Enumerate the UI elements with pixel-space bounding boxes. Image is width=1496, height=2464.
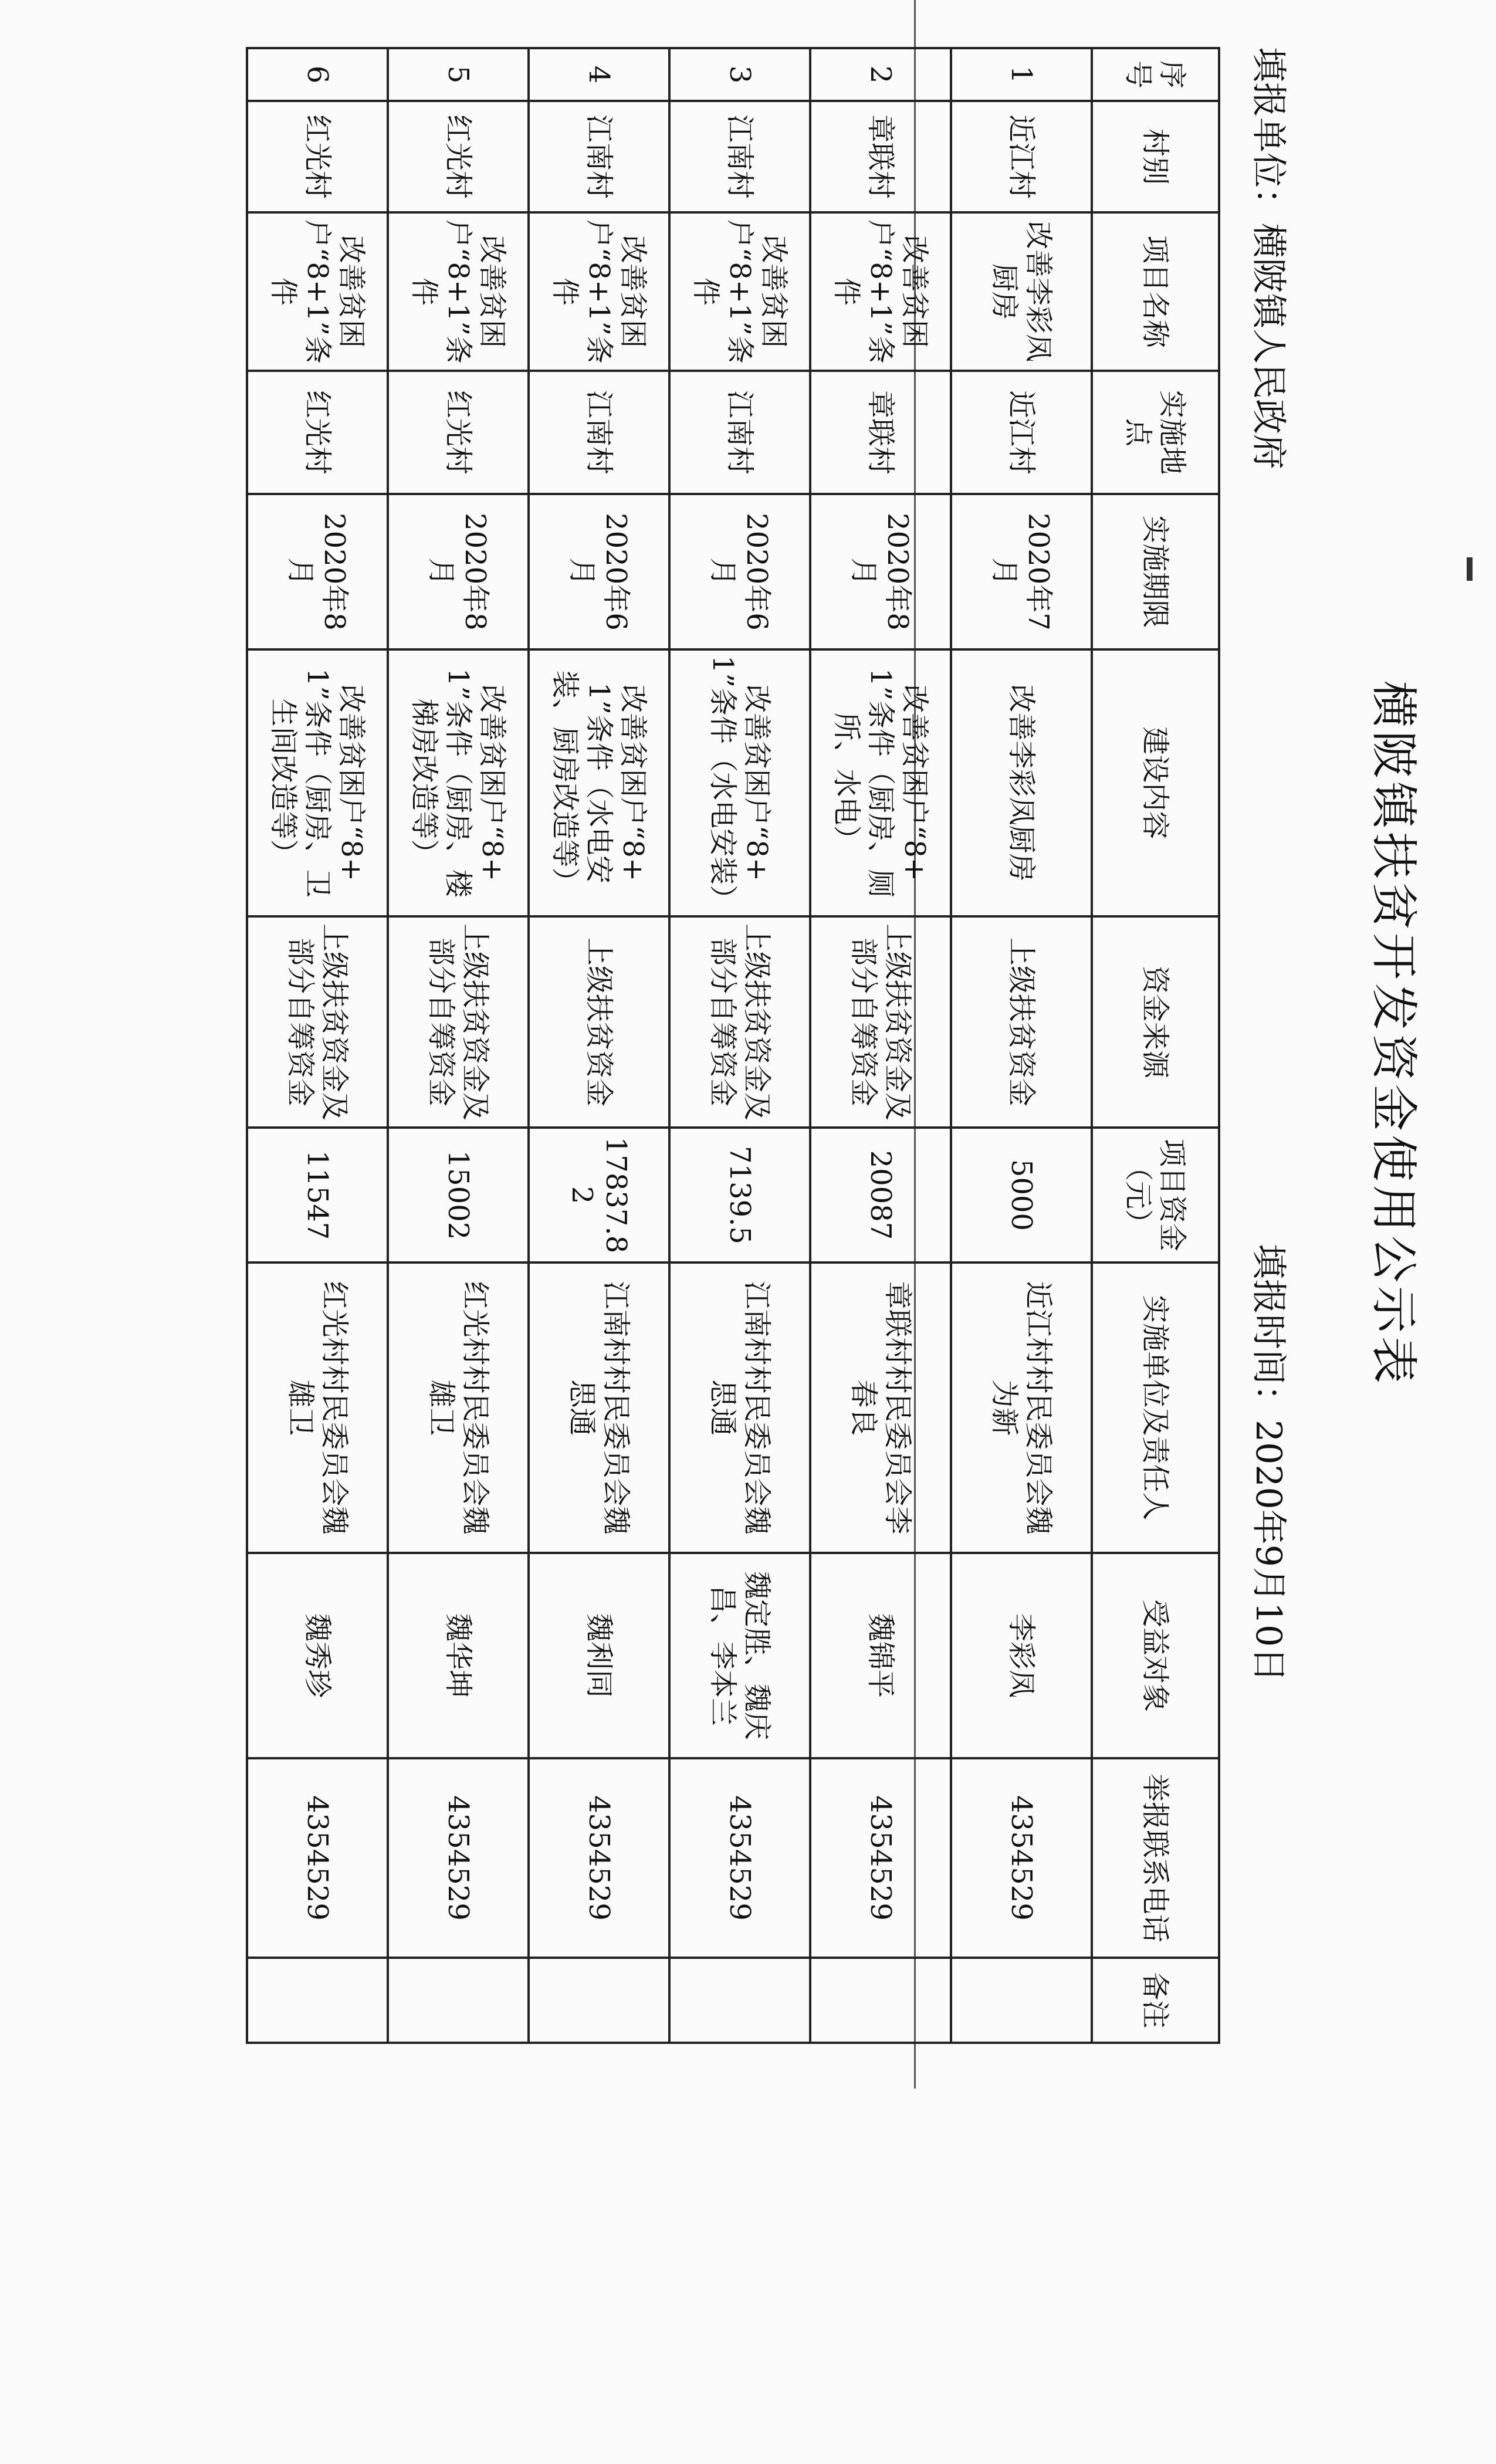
table-cell: 红光村村民委员会魏雄卫 <box>388 1263 529 1553</box>
table-cell: 改善贫困户“8+1”条件（厨房、厕所、水电） <box>810 649 951 916</box>
table-cell: 改善贫困户“8+1”条件（水电安装、厨房改造等） <box>529 649 669 916</box>
table-cell: 4354529 <box>669 1758 810 1958</box>
table-cell: 近江村村民委员会魏为新 <box>951 1263 1092 1553</box>
table-cell: 魏秀珍 <box>247 1553 388 1758</box>
table-cell: 3 <box>669 48 810 101</box>
table-cell: 4354529 <box>951 1758 1092 1958</box>
table-cell: 上级扶贫资金及部分自筹资金 <box>388 916 529 1128</box>
table-cell: 近江村 <box>951 371 1092 494</box>
table-cell: 11547 <box>247 1128 388 1263</box>
table-cell: 红光村 <box>247 101 388 212</box>
document-title: 横陂镇扶贫开发资金使用公示表 <box>1366 681 1421 1387</box>
table-cell: 近江村 <box>951 101 1092 212</box>
table-cell: 红光村 <box>388 101 529 212</box>
table-cell: 7139.5 <box>669 1128 810 1263</box>
header-cell: 举报联系电话 <box>1092 1758 1219 1958</box>
table-cell: 2020年8月 <box>810 494 951 649</box>
header-cell: 实施单位及责任人 <box>1092 1263 1219 1553</box>
table-cell <box>529 1958 669 2043</box>
table-cell: 改善贫困户“8+1”条件 <box>810 212 951 371</box>
table-cell: 江南村 <box>669 101 810 212</box>
table-cell: 魏利同 <box>529 1553 669 1758</box>
header-cell: 村别 <box>1092 101 1219 212</box>
table-row <box>669 48 810 2043</box>
table-cell: 4354529 <box>247 1758 388 1958</box>
table-cell: 魏锦平 <box>810 1553 951 1758</box>
table-cell: 上级扶贫资金及部分自筹资金 <box>810 916 951 1128</box>
table-cell: 5 <box>388 48 529 101</box>
table-cell: 4354529 <box>529 1758 669 1958</box>
table-cell: 改善李彩凤厨房 <box>951 649 1092 916</box>
table-cell: 红光村 <box>388 371 529 494</box>
header-cell: 实施地点 <box>1092 371 1219 494</box>
table-cell: 章联村村民委员会李春良 <box>810 1263 951 1553</box>
table-cell: 改善贫困户“8+1”条件 <box>247 212 388 371</box>
table-cell: 上级扶贫资金及部分自筹资金 <box>669 916 810 1128</box>
table-cell: 红光村村民委员会魏雄卫 <box>247 1263 388 1553</box>
reporting-unit: 填报单位：横陂镇人民政府 <box>1248 47 1289 469</box>
table-cell: 1 <box>951 48 1092 101</box>
table-cell <box>669 1958 810 2043</box>
table-cell: 6 <box>247 48 388 101</box>
table-cell: 2020年6月 <box>529 494 669 649</box>
header-cell: 项目名称 <box>1092 212 1219 371</box>
rotated-document <box>267 47 1496 2053</box>
table-row <box>951 48 1092 2043</box>
table-cell: 5000 <box>951 1128 1092 1263</box>
header-cell: 受益对象 <box>1092 1553 1219 1758</box>
table-header-row <box>1092 48 1219 2043</box>
table-cell: 江南村村民委员会魏思通 <box>529 1263 669 1553</box>
table-cell: 2 <box>810 48 951 101</box>
table-row <box>810 48 951 2043</box>
reporting-date: 填报时间：2020年9月10日 <box>1248 1244 1289 1683</box>
table-cell: 魏定胜、魏庆昌、李本兰 <box>669 1553 810 1758</box>
table-cell: 改善贫困户“8+1”条件（水电安装） <box>669 649 810 916</box>
table-row <box>247 48 388 2043</box>
table-cell: 4354529 <box>388 1758 529 1958</box>
table-cell: 4354529 <box>810 1758 951 1958</box>
table-cell: 改善贫困户“8+1”条件（厨房、楼梯房改造等） <box>388 649 529 916</box>
table-cell <box>810 1958 951 2043</box>
header-cell: 序号 <box>1092 48 1219 101</box>
table-cell: 改善贫困户“8+1”条件 <box>388 212 529 371</box>
table-cell: 章联村 <box>810 101 951 212</box>
table-cell: 4 <box>529 48 669 101</box>
table-cell: 魏华坤 <box>388 1553 529 1758</box>
table-cell: 江南村 <box>529 101 669 212</box>
table-cell: 李彩凤 <box>951 1553 1092 1758</box>
table-cell: 江南村 <box>669 371 810 494</box>
header-cell: 实施期限 <box>1092 494 1219 649</box>
table-cell: 17837.82 <box>529 1128 669 1263</box>
table-cell: 改善贫困户“8+1”条件 <box>669 212 810 371</box>
table-cell: 江南村 <box>529 371 669 494</box>
table-cell <box>247 1958 388 2043</box>
table-cell <box>388 1958 529 2043</box>
header-cell: 项目资金（元） <box>1092 1128 1219 1263</box>
table-row <box>388 48 529 2043</box>
header-cell: 备注 <box>1092 1958 1219 2043</box>
table-cell: 章联村 <box>810 371 951 494</box>
table-cell: 15002 <box>388 1128 529 1263</box>
table-cell: 2020年6月 <box>669 494 810 649</box>
table-cell: 改善李彩凤厨房 <box>951 212 1092 371</box>
table-cell: 20087 <box>810 1128 951 1263</box>
fund-usage-table <box>246 47 1220 2044</box>
table-cell: 上级扶贫资金及部分自筹资金 <box>247 916 388 1128</box>
table-cell: 改善贫困户“8+1”条件（厨房、卫生间改造等） <box>247 649 388 916</box>
table-cell <box>951 1958 1092 2043</box>
table-cell: 2020年8月 <box>247 494 388 649</box>
table-cell: 江南村村民委员会魏思通 <box>669 1263 810 1553</box>
header-cell: 资金来源 <box>1092 916 1219 1128</box>
table-cell: 上级扶贫资金 <box>529 916 669 1128</box>
table-cell: 红光村 <box>247 371 388 494</box>
table-cell: 2020年7月 <box>951 494 1092 649</box>
header-cell: 建设内容 <box>1092 649 1219 916</box>
table-row <box>529 48 669 2043</box>
table-cell: 改善贫困户“8+1”条件 <box>529 212 669 371</box>
table-cell: 2020年8月 <box>388 494 529 649</box>
table-cell: 上级扶贫资金 <box>951 916 1092 1128</box>
